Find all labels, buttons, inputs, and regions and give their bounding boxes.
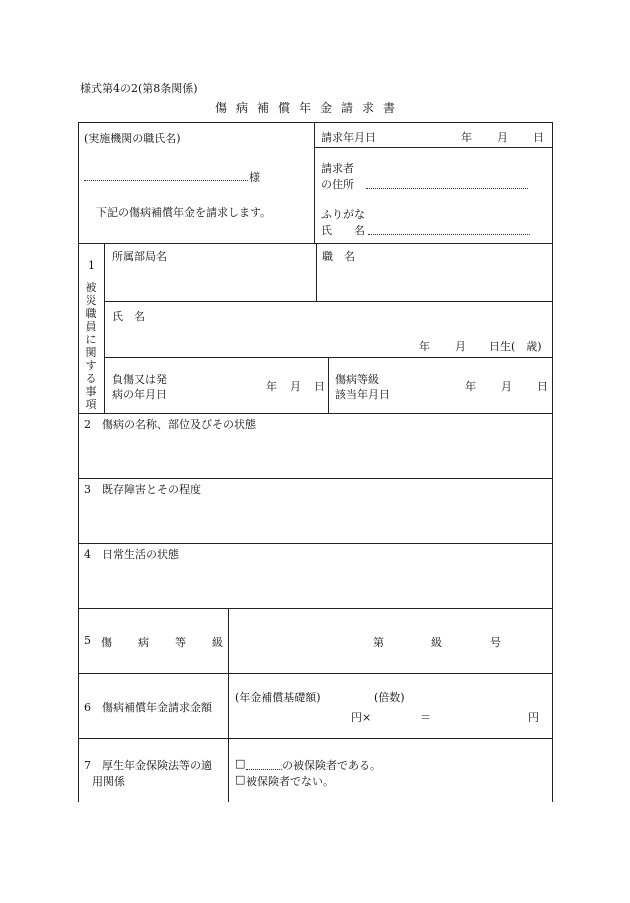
- grade-dai[interactable]: 第: [373, 636, 384, 649]
- grade-date-label-line2: 該当年月日: [335, 388, 390, 401]
- top-divider: [314, 122, 315, 243]
- agency-name-line[interactable]: [84, 180, 248, 181]
- table-right-border: [552, 122, 553, 802]
- section5-label-char: 傷: [101, 636, 112, 649]
- grade-kyu[interactable]: 級: [431, 636, 442, 649]
- employee-name-label: 氏 名: [112, 310, 145, 323]
- section1-title-char: す: [85, 359, 97, 372]
- claimant-name-label: 氏 名: [321, 224, 365, 237]
- request-text: 下記の傷病補償年金を請求します。: [96, 206, 272, 219]
- section5-top-border: [78, 608, 552, 609]
- grade-year[interactable]: 年: [465, 380, 476, 393]
- section3-top-border: [78, 478, 552, 479]
- section1-title-char: に: [85, 333, 97, 346]
- honorific: 様: [249, 171, 260, 184]
- section7-label-line1: 7 厚生年金保険法等の適: [84, 759, 212, 772]
- page-title: 傷病補償年金請求書: [215, 101, 405, 115]
- birth-month[interactable]: 月: [455, 340, 466, 353]
- birth-day-age[interactable]: 日生( 歳): [489, 340, 542, 353]
- position-label: 職 名: [322, 250, 355, 263]
- section1-title-char: 員: [85, 320, 97, 333]
- section2-label: 2 傷病の名称、部位及びその状態: [84, 418, 256, 431]
- section3-label: 3 既存障害とその程度: [84, 483, 201, 496]
- injury-date-label-line2: 病の年月日: [112, 388, 167, 401]
- address-line[interactable]: [366, 188, 528, 189]
- sections5-7-divider: [228, 608, 229, 802]
- address-label: の住所: [321, 178, 354, 191]
- claimant-name-line[interactable]: [368, 234, 530, 235]
- section6-top-border: [78, 673, 552, 674]
- section5-label-char: 等: [175, 636, 186, 649]
- section1-title-char: 職: [85, 307, 97, 320]
- section1-title-char: 事: [85, 385, 97, 398]
- grade-day[interactable]: 日: [537, 380, 548, 393]
- injury-year[interactable]: 年: [266, 380, 277, 393]
- section7-label-line2: 用関係: [92, 775, 125, 788]
- furigana-label: ふりがな: [321, 208, 365, 221]
- section5-label-char: 病: [138, 636, 149, 649]
- request-date-year[interactable]: 年: [461, 131, 472, 144]
- department-divider: [316, 243, 317, 301]
- section1-top-border: [78, 243, 552, 244]
- section1-title-char: 項: [85, 398, 97, 411]
- insurance-name-line[interactable]: [246, 769, 282, 770]
- section6-label: 6 傷病補償年金請求金額: [84, 701, 212, 714]
- section1-vertical-title: [84, 281, 98, 411]
- insured-option-text: の被保険者である。: [282, 759, 381, 772]
- yen-times[interactable]: 円×: [351, 711, 372, 724]
- section1-number: 1: [88, 259, 95, 272]
- name-row-border: [104, 301, 552, 302]
- section5-number: 5: [84, 634, 91, 647]
- grade-go[interactable]: 号: [490, 636, 501, 649]
- section1-title-char: 被: [85, 281, 97, 294]
- agency-label: (実施機関の職氏名): [84, 132, 181, 145]
- section2-top-border: [78, 413, 552, 414]
- department-label: 所属部局名: [112, 250, 167, 263]
- birth-year[interactable]: 年: [419, 340, 430, 353]
- grade-month[interactable]: 月: [501, 380, 512, 393]
- insured-checkbox[interactable]: □: [235, 757, 246, 770]
- request-date-day[interactable]: 日: [533, 131, 544, 144]
- injury-day[interactable]: 日: [314, 380, 325, 393]
- injury-date-label-line1: 負傷又は発: [112, 373, 167, 386]
- injury-month[interactable]: 月: [290, 380, 301, 393]
- date-row-border: [314, 147, 552, 148]
- section7-top-border: [78, 738, 552, 739]
- section5-label-char: 級: [212, 636, 223, 649]
- grade-date-label-line1: 傷病等級: [335, 373, 379, 386]
- section1-title-char: る: [85, 372, 97, 385]
- section1-title-char: 災: [85, 294, 97, 307]
- section1-title-char: 関: [85, 346, 97, 359]
- total-yen[interactable]: 円: [528, 711, 539, 724]
- section5-label: [101, 634, 223, 650]
- section4-label: 4 日常生活の状態: [84, 548, 179, 561]
- request-date-month[interactable]: 月: [497, 131, 508, 144]
- table-top-border: [78, 122, 552, 123]
- multiplier-label: (倍数): [374, 691, 405, 704]
- table-left-border: [78, 122, 79, 802]
- claimant-label: 請求者: [321, 162, 354, 175]
- equals-sign: ＝: [420, 711, 431, 724]
- base-amount-label: (年金補償基礎額): [235, 691, 321, 704]
- not-insured-option-text: 被保険者でない。: [246, 775, 334, 788]
- form-number: 様式第4の2(第8条関係): [80, 82, 198, 95]
- section1-left-column: [104, 243, 105, 413]
- request-date-label: 請求年月日: [321, 131, 376, 144]
- section4-top-border: [78, 543, 552, 544]
- date-rows-divider: [328, 357, 329, 413]
- not-insured-checkbox[interactable]: □: [235, 773, 246, 786]
